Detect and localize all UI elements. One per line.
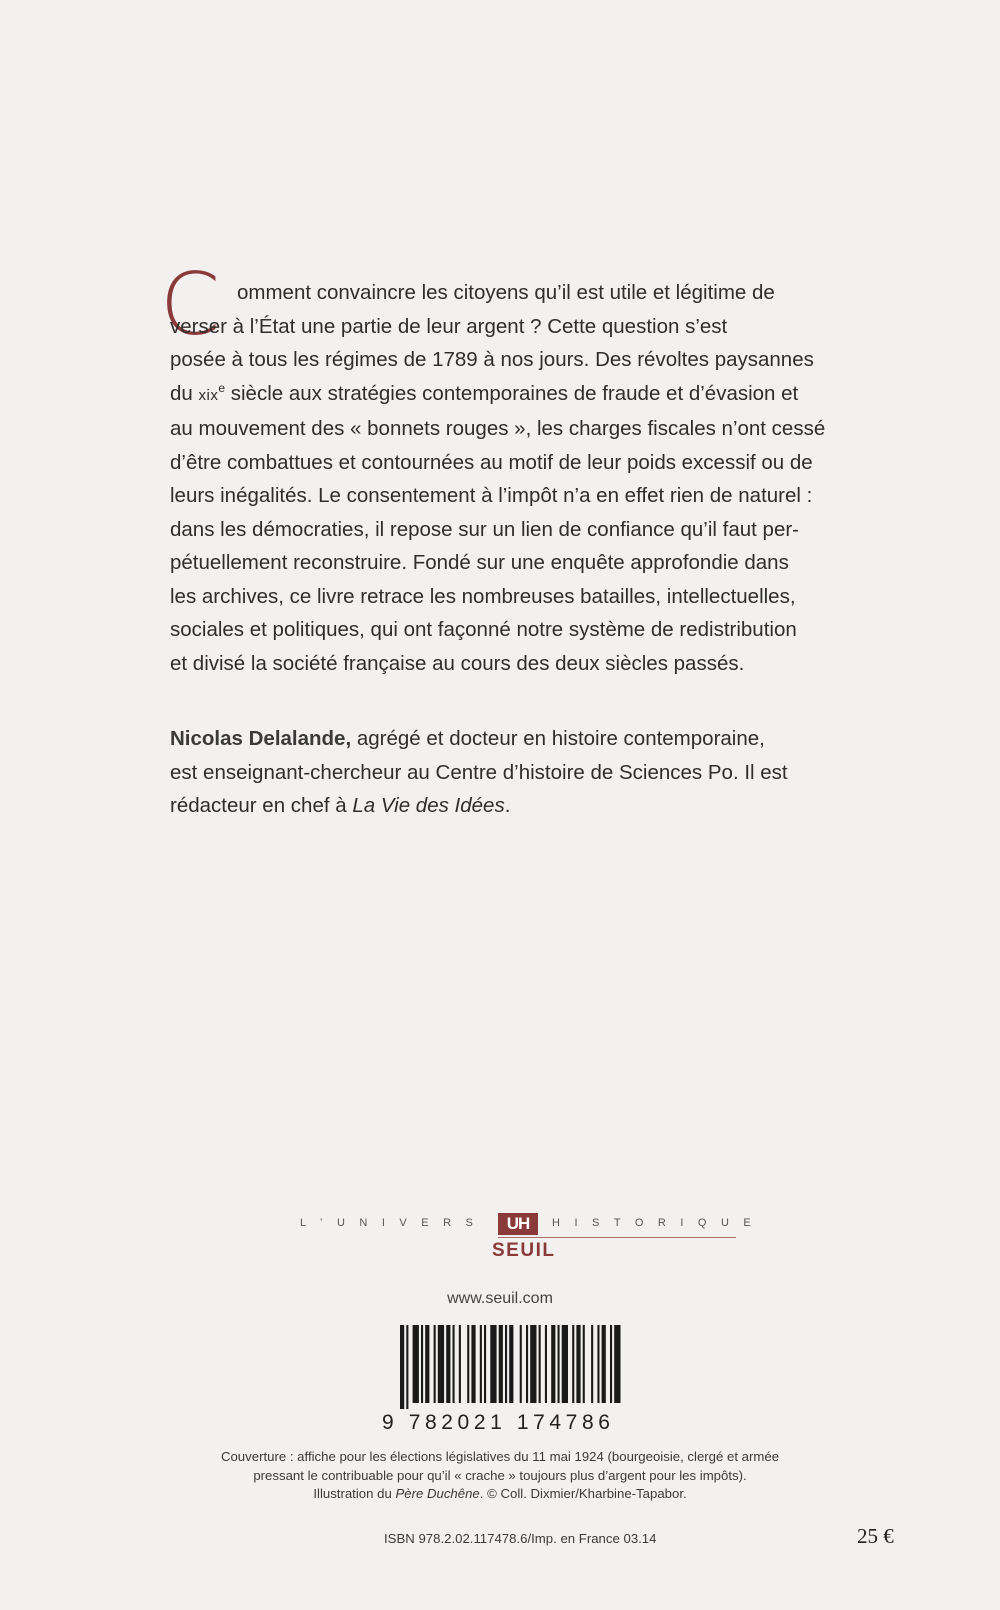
collection-name-left: L’UNIVERS (300, 1217, 488, 1229)
blurb-text: siècle aux stratégies contemporaines de fraude et d’évasion et (225, 381, 799, 405)
bio-text: rédacteur en chef à (170, 794, 353, 817)
isbn-text: ISBN 978.2.02.117478.6/Imp. en France 03.14 (384, 1531, 657, 1546)
credit-line (160, 1485, 840, 1504)
blurb-line (170, 377, 863, 413)
isbn-barcode (382, 1325, 637, 1435)
blurb-line: omment convaincre les citoyens qu’il est utile et légitime de (237, 281, 775, 304)
blurb-line: posée à tous les régimes de 1789 à nos jours. Des révoltes paysannes (170, 348, 814, 371)
collection-rule (498, 1237, 736, 1238)
barcode-bars (382, 1325, 637, 1411)
bio-line: est enseignant-chercheur au Centre d’histoire de Sciences Po. Il est (170, 760, 788, 784)
bio-text: agrégé et docteur en histoire contemporaine, (351, 727, 765, 750)
blurb-line: pétuellement reconstruire. Fondé sur une enquête approfondie dans (170, 551, 789, 574)
barcode-digits: 9 782021 174786 (382, 1411, 615, 1434)
blurb-line: d’être combattues et contournées au motif de leur poids excessif ou de (170, 450, 813, 474)
author-name: Nicolas Delalande, (170, 727, 352, 750)
bio-text: . (504, 794, 511, 817)
author-bio (170, 722, 863, 823)
bio-line (170, 722, 863, 756)
credit-line: Couverture : affiche pour les élections législatives du 11 mai 1924 (bourgeoisie, clergé et armée (220, 1449, 780, 1464)
drop-cap-letter: C (160, 255, 221, 355)
blurb-line: sociales et politiques, qui ont façonné notre système de redistribution (170, 618, 797, 641)
price-label: 25 € (857, 1524, 894, 1548)
blurb-line: au mouvement des « bonnets rouges », les charges fiscales n’ont cessé (170, 417, 826, 440)
credit-line: pressant le contribuable pour qu’il « crache » toujours plus d’argent pour les impôts). (253, 1467, 747, 1483)
blurb-line: leurs inégalités. Le consentement à l’impôt n’a en effet rien de naturel : (170, 484, 813, 507)
blurb-line: verser à l’État une partie de leur argent ? Cette question s’est (170, 314, 728, 338)
publication-title: La Vie des Idées (352, 794, 505, 817)
illustration-source: Père Duchêne (395, 1486, 480, 1501)
century-superscript: e (218, 380, 226, 395)
cover-credit (160, 1448, 840, 1504)
publisher-name: SEUIL (492, 1240, 556, 1261)
blurb-line: et divisé la société française au cours des deux siècles passés. (170, 651, 745, 675)
credit-text: Illustration du (313, 1486, 396, 1501)
publisher-website: www.seuil.com (447, 1290, 553, 1307)
blurb-line: dans les démocraties, il repose sur un lien de confiance qu’il faut per- (170, 517, 800, 541)
century-numeral: xix (198, 386, 219, 404)
bio-line (170, 789, 863, 823)
book-blurb (170, 276, 863, 680)
blurb-line: les archives, ce livre retrace les nombreuses batailles, intellectuelles, (170, 584, 796, 608)
collection-badge: UH (498, 1213, 538, 1235)
blurb-text: du (170, 381, 193, 405)
credit-text: . © Coll. Dixmier/Kharbine-Tapabor. (479, 1486, 687, 1501)
collection-logo (300, 1213, 766, 1273)
collection-name-right: HISTORIQUE (552, 1217, 766, 1229)
